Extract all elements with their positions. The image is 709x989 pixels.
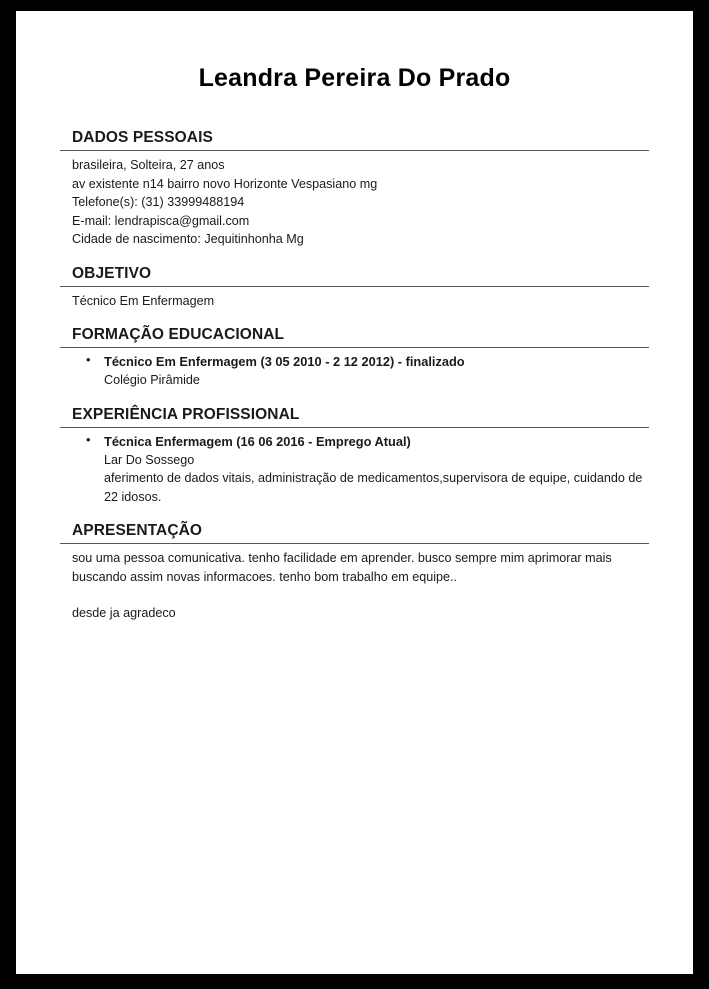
education-item-institution: Colégio Pirâmide bbox=[104, 373, 200, 387]
section-title-dados-pessoais: DADOS PESSOAIS bbox=[60, 129, 649, 151]
section-dados-pessoais bbox=[60, 129, 649, 249]
section-apresentacao bbox=[60, 522, 649, 623]
presentation-paragraph-1: sou uma pessoa comunicativa. tenho facilidade em aprender. busco sempre mim aprimorar mais buscando assim novas informacoes. tenho bom trabalho em equipe.. bbox=[72, 551, 612, 584]
list-item bbox=[86, 353, 649, 390]
candidate-name: Leandra Pereira Do Prado bbox=[198, 64, 511, 92]
education-item-heading: • Técnico Em Enfermagem (3 05 2010 - 2 12 2012) - finalizado bbox=[104, 354, 465, 369]
list-item bbox=[86, 433, 649, 507]
personal-line-birthcity: Cidade de nascimento: Jequitinhonha Mg bbox=[72, 232, 304, 246]
experience-list bbox=[60, 433, 649, 507]
section-title-formacao-educacional: FORMAÇÃO EDUCACIONAL bbox=[60, 326, 649, 348]
section-title-objetivo: OBJETIVO bbox=[60, 265, 649, 287]
objective-text: Técnico Em Enfermagem bbox=[72, 293, 215, 308]
spacer bbox=[60, 392, 649, 406]
section-title-experiencia-profissional: EXPERIÊNCIA PROFISSIONAL bbox=[60, 406, 649, 428]
experience-item-institution: Lar Do Sossego bbox=[104, 452, 195, 467]
experience-item-heading: • Técnica Enfermagem (16 06 2016 - Emprego Atual) bbox=[104, 433, 411, 449]
section-title-apresentacao: APRESENTAÇÃO bbox=[60, 522, 649, 544]
section-objetivo bbox=[60, 265, 649, 311]
section-formacao-educacional bbox=[60, 326, 649, 390]
resume-content bbox=[60, 63, 649, 625]
personal-line-email: E-mail: lendrapisca@gmail.com bbox=[72, 213, 250, 228]
personal-line-phone: Telefone(s): (31) 33999488194 bbox=[72, 195, 245, 209]
spacer bbox=[60, 251, 649, 265]
personal-line-nationality: brasileira, Solteira, 27 anos bbox=[72, 158, 225, 172]
personal-line-address: av existente n14 bairro novo Horizonte Vespasiano mg bbox=[72, 176, 378, 191]
experience-item-description: aferimento de dados vitais, administração de medicamentos,supervisora de equipe, cuidando de 22 idosos. bbox=[104, 471, 643, 504]
spacer bbox=[60, 312, 649, 326]
spacer bbox=[60, 508, 649, 522]
education-list bbox=[60, 353, 649, 390]
section-experiencia-profissional bbox=[60, 406, 649, 507]
resume-page bbox=[16, 11, 693, 974]
presentation-paragraph-2: desde ja agradeco bbox=[72, 606, 176, 620]
